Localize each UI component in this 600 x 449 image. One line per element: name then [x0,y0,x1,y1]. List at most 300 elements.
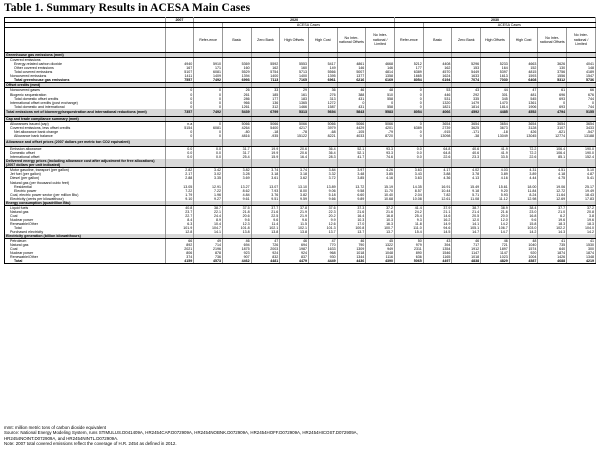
table-cell: 1165 [423,255,452,259]
table-cell: 4838 [452,259,481,264]
row-label: Allowance bank balance [5,134,166,138]
table-cell: 9.10 [165,197,194,201]
table-cell: 21.1 [423,210,452,214]
table-cell: 48 [366,88,395,93]
table-cell: 12.3 [222,222,251,226]
table-cell: 22.3 [308,210,337,214]
table-cell: 4794 [538,109,567,117]
table-cell: 7557 [165,78,194,83]
table-cell: 1344 [337,255,366,259]
table-cell: 50 [395,239,424,244]
table-cell: 13.8 [280,230,309,234]
table-cell: 4159 [165,259,194,264]
table-cell: 1018 [337,251,366,255]
table-cell: 37.6 [308,205,337,210]
table-cell: 43 [423,239,452,244]
table-cell: 16.8 [509,214,538,218]
row-label: Liquid fuels [5,205,166,210]
table-cell: 3.48 [337,172,366,176]
table-cell: 41.4 [395,205,424,210]
table-cell: 46 [337,88,366,93]
row-label: Other covered emissions [5,66,166,70]
table-cell: 9.06 [308,189,337,193]
table-cell: 19.06 [538,185,567,189]
table-cell: 0 [538,101,567,105]
table-cell: 8720 [366,134,395,138]
table-cell: 7113 [251,78,280,83]
table-cell: -78 [280,130,309,134]
table-cell: 6408 [509,78,538,83]
table-cell: 136 [251,101,280,105]
table-cell [366,139,395,147]
table-cell: 148 [567,66,596,70]
note-line: HR2454NOINT.D072909A, and HR2454NINTL.D072909A. [4,435,119,441]
table-cell: 5417 [308,62,337,66]
table-cell: 66 [567,88,596,93]
table-cell: 177 [395,66,424,70]
table-cell: 0 [194,93,223,97]
table-cell: 8054 [395,109,424,117]
table-cell: 4573 [194,259,223,264]
table-cell: 20.5 [452,214,481,218]
table-cell: 20.0 [481,214,510,218]
table-cell: 388 [337,93,366,97]
table-cell: 335 [452,97,481,101]
table-cell: 162 [423,66,452,70]
table-cell: 5713 [280,70,309,74]
table-cell: 183 [280,97,309,101]
table-cell: 14.7 [481,230,510,234]
table-cell: 5296 [452,62,481,66]
table-cell: 694 [222,243,251,247]
table-cell: 14.3 [538,230,567,234]
table-cell: 426 [509,130,538,134]
table-cell [538,159,567,168]
table-cell: 0 [194,88,223,93]
table-cell: 7492 [194,78,223,83]
table-cell: 4436 [337,259,366,264]
table-cell: 1633 [452,74,481,78]
table-cell [194,139,223,147]
table-cell: 22.5 [251,214,280,218]
table-cell: 735 [538,243,567,247]
table-cell: 4041 [567,62,596,66]
table-cell: 100.7 [366,226,395,230]
table-cell: 8.00 [280,189,309,193]
table-cell: 545 [509,97,538,101]
table-cell: 11.84 [509,189,538,193]
table-cell: -935 [251,134,280,138]
table-cell: 14.9 [423,222,452,226]
table-cell: 13188 [567,134,596,138]
table-cell: 3.02 [194,172,223,176]
table-cell: 1426 [538,255,567,259]
table-cell: 17.0 [337,222,366,226]
table-cell: 5065 [395,259,424,264]
table-cell: 18.3 [538,222,567,226]
table-cell: 8054 [395,78,424,83]
table-cell: 1361 [509,101,538,105]
table-cell: 949 [366,247,395,251]
table-cell: 22.6 [509,155,538,159]
table-cell: 21.8 [222,210,251,214]
table-cell: 14.1 [194,230,223,234]
table-cell: 1574 [509,247,538,251]
table-cell: 4.16 [366,176,395,180]
row-label: Total [5,226,166,230]
table-cell: 28.3 [308,155,337,159]
table-cell: 1593 [509,74,538,78]
table-cell: 111.0 [395,226,424,230]
table-cell: 41.7 [337,155,366,159]
table-cell: 21.6 [337,210,366,214]
table-cell: 9.18 [452,189,481,193]
table-cell: 101.9 [165,226,194,230]
table-cell: 1530 [567,243,596,247]
table-cell: 14.5 [423,230,452,234]
row-label: Offset credits (mmt) [5,83,166,88]
table-cell [280,139,309,147]
table-cell: 185 [251,93,280,97]
table-cell: 22.6 [423,155,452,159]
table-cell: 3.42 [194,168,223,173]
table-cell: 2021 [165,247,194,251]
table-cell: 312 [251,105,280,109]
table-cell: 3756 [538,70,567,74]
table-cell: 5154 [165,126,194,130]
table-cell: 1320 [423,101,452,105]
table-cell: 8.62 [222,189,251,193]
table-cell: 38.7 [452,205,481,210]
table-notes [4,425,596,447]
table-cell: 1546 [423,251,452,255]
table-cell: 1048 [366,251,395,255]
table-cell: 37.7 [538,205,567,210]
table-cell: 14.7 [452,230,481,234]
table-cell: 9.6 [280,218,309,222]
table-row [5,109,596,117]
table-row [5,139,596,147]
table-cell: 21.9 [280,210,309,214]
table-cell: 2.17 [165,172,194,176]
table-cell: 37.3 [337,205,366,210]
row-label: Coal, electric power sector (per million Btu) [5,193,166,197]
table-cell: 53 [423,88,452,93]
table-cell: 21.9 [280,214,309,218]
header-year-2007: 2007 [165,18,194,23]
table-cell: 19.9 [251,151,280,155]
table-cell: 431 [337,97,366,101]
row-label: Nuclear power [5,251,166,255]
table-cell: 37.5 [222,205,251,210]
table-cell: 101.8 [222,226,251,230]
table-cell: 11.4 [251,222,280,226]
table-cell: 3654 [423,122,452,127]
table-cell: 21.6 [251,210,280,214]
table-cell: 4.44 [509,176,538,180]
table-cell: 8.24 [509,193,538,197]
table-cell: 10.3 [337,218,366,222]
table-cell: 3.89 [509,172,538,176]
table-cell: 0 [194,122,223,127]
table-cell: 3654 [538,122,567,127]
table-cell [194,159,223,168]
table-cell: 9.6 [509,218,538,222]
table-cell [337,139,366,147]
table-cell: 5736 [567,78,596,83]
table-cell: 13.7 [366,230,395,234]
table-cell: 33 [251,88,280,93]
table-cell [452,139,481,147]
table-cell: 5449 [452,70,481,74]
table-cell: 0 [395,105,424,109]
table-row [5,259,596,264]
table-cell: 12.0 [452,218,481,222]
table-cell: 1875 [222,247,251,251]
table-cell: 640 [538,247,567,251]
table-cell: 2196 [194,247,223,251]
note-line: mmt: million metric tons of carbon dioxide equivalent [4,425,107,430]
table-cell: 9.9 [308,218,337,222]
header-acesa-cases-2030: ACESA Cases [423,23,595,28]
table-cell: 1587 [308,105,337,109]
table-cell: 481 [509,93,538,97]
table-cell: 4408 [423,62,452,66]
table-cell: 0 [194,134,223,138]
table-cell: 5212 [395,62,424,66]
table-cell: 23.0 [509,210,538,214]
table-cell: 24.2 [395,210,424,214]
header-year-2020: 2020 [194,18,395,23]
table-cell: 37.2 [567,205,596,210]
table-cell: 0 [395,97,424,101]
table-cell: 4449 [308,259,337,264]
table-cell: 72.2 [509,151,538,155]
table-cell: 5369 [222,62,251,66]
table-cell: -915 [423,130,452,134]
row-label: Total domestic and international [5,105,166,109]
column-header: Zero Bank [452,28,481,53]
table-cell: 3.63 [395,168,424,173]
table-cell [395,139,424,147]
table-cell: 3.88 [423,172,452,176]
table-cell: 13.89 [308,185,337,189]
table-cell: 7165 [280,78,309,83]
table-cell: 1365 [280,101,309,105]
table-cell: 11.70 [366,189,395,193]
table-cell: 15.19 [366,185,395,189]
table-cell: 160 [222,66,251,70]
table-cell: 636 [395,255,424,259]
table-cell: 0 [194,130,223,134]
table-cell: 12.8 [165,230,194,234]
table-cell: 5007 [337,70,366,74]
table-cell: 6799 [251,109,280,117]
table-cell: 6961 [308,78,337,83]
table-cell: 1556 [538,74,567,78]
row-label: Electric power [5,189,166,193]
table-cell: 10.68 [366,197,395,201]
header-year-2030: 2030 [395,18,596,23]
table-cell: 1897 [481,247,510,251]
table-cell [423,139,452,147]
row-label: Total greenhouse gas emissions [5,78,166,83]
table-cell [251,139,280,147]
table-cell: 7357 [165,109,194,117]
table-cell: 104.7 [194,226,223,230]
table-cell: 4485 [481,109,510,117]
table-cell: 3654 [509,122,538,127]
table-cell: 5313 [280,109,309,117]
table-cell: -105 [337,130,366,134]
row-label: Biogenic sequestration [5,93,166,97]
table-cell [509,139,538,147]
table-cell: 48 [509,239,538,244]
table-cell: 0.0 [194,155,223,159]
table-cell: 6.2 [538,214,567,218]
table-cell: 130 [538,66,567,70]
table-cell: 744 [567,97,596,101]
row-label: Total domestic offset credits [5,97,166,101]
table-cell: -621 [538,130,567,134]
table-cell: 890 [395,251,424,255]
column-header: No Inter-national Offsets [538,28,567,53]
row-label: Natural gas [5,210,166,214]
table-cell: 286 [222,97,251,101]
table-cell: 446 [423,93,452,97]
table-cell: 5529 [222,70,251,74]
table-cell: 7.93 [251,189,280,193]
table-cell: 101.3 [308,226,337,230]
table-cell: 36 [308,88,337,93]
table-cell: 2003 [251,247,280,251]
table-cell: 3.8 [567,214,596,218]
table-cell: 3.43 [395,172,424,176]
table-cell: 11.12 [481,197,510,201]
table-cell: 102.2 [538,226,567,230]
table-cell: 1906 [509,105,538,109]
table-cell: 4688 [538,259,567,264]
table-cell: 5.93 [481,193,510,197]
column-header: No Inter-national Offsets [337,28,366,53]
table-cell: 837 [280,255,309,259]
table-cell: 1322 [366,243,395,247]
table-cell: 5155 [567,109,596,117]
table-cell: 9.27 [194,197,223,201]
table-cell: 0 [395,122,424,127]
row-label: Energy consumption (quadrillion Btu) [5,201,166,206]
table-cell: -80 [222,130,251,134]
row-label: Electricity generation (billion kilowatthours) [5,234,166,239]
table-cell: 0 [165,88,194,93]
table-cell: 6389 [395,70,424,74]
column-header: No Inter-national / Limited [567,28,596,53]
table-cell: 3.74 [251,168,280,173]
table-cell: 12.91 [194,185,223,189]
row-label: Total covered emissions [5,70,166,74]
table-cell: 5066 [222,122,251,127]
column-header: Basic [423,28,452,53]
table-cell: 313 [308,97,337,101]
table-cell: 38.4 [509,205,538,210]
table-cell: 9.3 [395,218,424,222]
table-cell: 510 [366,93,395,97]
table-cell: 1.79 [165,193,194,197]
table-cell: 19.9 [251,147,280,152]
table-cell: 52.1 [337,151,366,155]
row-label: Diesel (per gallon) [5,176,166,180]
table-cell [452,159,481,168]
table-cell: 806 [165,251,194,255]
table-cell: 4.02 [452,168,481,173]
table-cell: 44 [481,88,510,93]
table-cell: 102.1 [280,226,309,230]
row-label: Cap and trade compliance summary (mmt) [5,117,166,122]
table-cell: 12774 [538,134,567,138]
table-cell: 832 [251,255,280,259]
table-cell: 3.61 [251,176,280,180]
table-cell: 20.2 [308,214,337,218]
table-cell: 1004 [509,255,538,259]
table-cell: 924 [251,251,280,255]
table-cell: 0 [194,97,223,101]
table-cell: 0 [194,105,223,109]
table-cell: 2.88 [165,176,194,180]
table-cell: 10.3 [366,218,395,222]
table-cell: 0 [567,101,596,105]
header-2007-blank [165,28,194,53]
table-cell: 102.1 [251,226,280,230]
row-label: Net allowance bank change [5,130,166,134]
table-cell: 717 [452,243,481,247]
table-cell: 1874 [538,251,567,255]
table-cell: -79 [366,130,395,134]
table-cell: 36.4 [308,147,337,152]
row-label: Purchased electricity [5,230,166,234]
table-cell: 1987 [280,247,309,251]
table-cell: 4390 [366,259,395,264]
table-cell: 10.44 [423,189,452,193]
table-cell: 1814 [481,105,510,109]
table-cell [308,159,337,168]
table-cell: 4219 [567,259,596,264]
table-cell: 7.22 [165,189,194,193]
table-cell: 1272 [308,101,337,105]
table-cell: 1354 [423,247,452,251]
table-cell: 7.82 [423,193,452,197]
table-cell: 20.8 [567,210,596,214]
table-cell: 4815 [509,70,538,74]
table-cell: 6169 [366,78,395,83]
table-cell: 5910 [194,62,223,66]
table-cell: 261 [222,93,251,97]
table-cell: 17.83 [567,197,596,201]
table-cell [251,159,280,168]
table-cell: 1394 [222,74,251,78]
table-cell: 12.6 [308,222,337,226]
table-cell: 3.82 [280,193,309,197]
table-cell: 693 [538,105,567,109]
table-cell: 152 [509,66,538,70]
table-cell: 5553 [280,62,309,66]
table-cell: 558 [366,105,395,109]
table-cell: -18 [481,130,510,134]
table-cell: 5439 [222,109,251,117]
table-cell: 21.6 [481,210,510,214]
table-cell: 4.51 [538,168,567,173]
table-cell: 18.3 [567,222,596,226]
table-cell [308,139,337,147]
